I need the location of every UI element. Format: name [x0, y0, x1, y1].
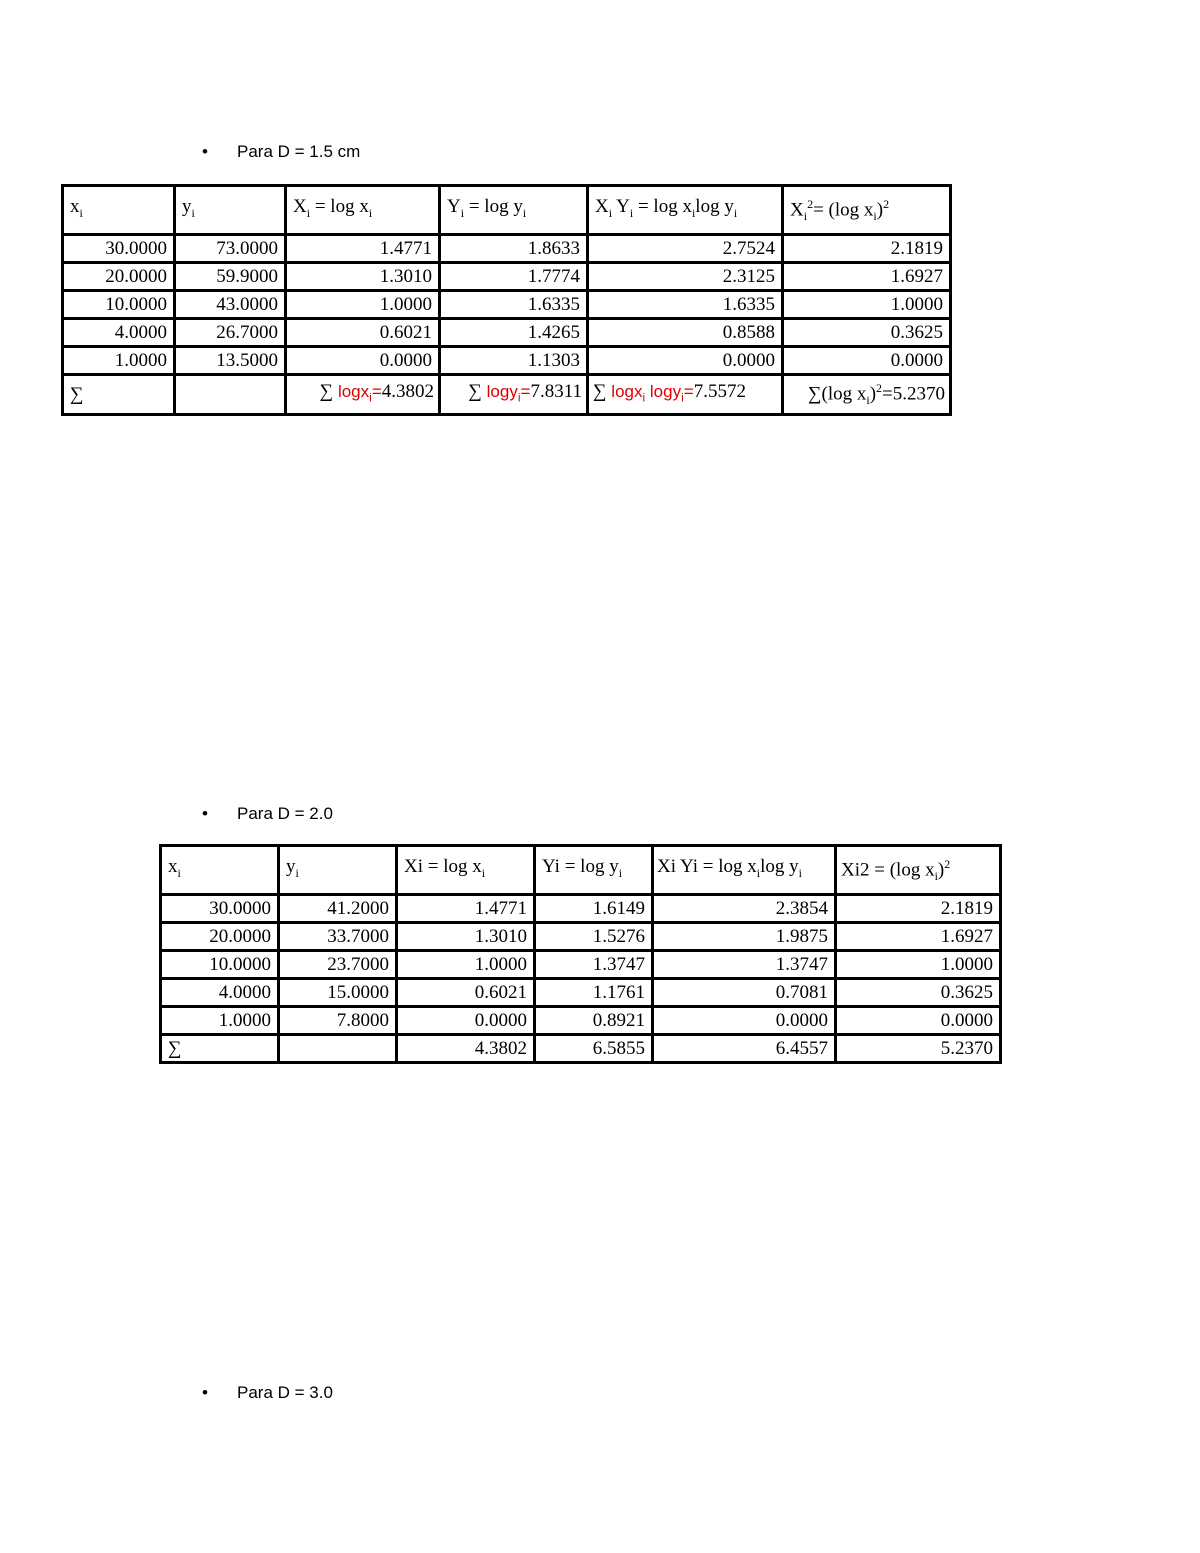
cell: 2.3125 — [588, 263, 783, 291]
cell: 0.8921 — [535, 1007, 653, 1035]
table-row — [161, 951, 1001, 979]
table-row — [161, 895, 1001, 923]
sum-log-x: 4.3802 — [397, 1035, 535, 1063]
cell: 7.8000 — [279, 1007, 397, 1035]
header-xi: $x_i$ — [63, 186, 175, 235]
table-row — [63, 291, 951, 319]
cell: 41.2000 — [279, 895, 397, 923]
bullet-icon: • — [202, 804, 208, 823]
cell: 2.1819 — [836, 895, 1001, 923]
cell: 1.6927 — [783, 263, 951, 291]
sum-log-y: ∑ logy$_i$=7.8311 — [440, 375, 588, 415]
table-header-row — [161, 846, 1001, 895]
sum-empty-cell — [175, 375, 286, 415]
cell: 1.6927 — [836, 923, 1001, 951]
cell: 0.0000 — [653, 1007, 836, 1035]
table-row — [161, 979, 1001, 1007]
cell: 73.0000 — [175, 235, 286, 263]
sum-log-y: 6.5855 — [535, 1035, 653, 1063]
cell: 30.0000 — [161, 895, 279, 923]
cell: 1.0000 — [397, 951, 535, 979]
sum-symbol: ∑ — [63, 375, 175, 415]
cell: 20.0000 — [161, 923, 279, 951]
cell: 0.3625 — [836, 979, 1001, 1007]
cell: 1.0000 — [161, 1007, 279, 1035]
cell: 4.0000 — [63, 319, 175, 347]
cell: 0.0000 — [286, 347, 440, 375]
sum-row — [161, 1035, 1001, 1063]
table-row — [63, 319, 951, 347]
header-log-y: $Y_i = \log y_i$ — [440, 186, 588, 235]
cell: 4.0000 — [161, 979, 279, 1007]
bullet-icon: • — [202, 142, 208, 161]
sum-empty-cell — [279, 1035, 397, 1063]
cell: 59.9000 — [175, 263, 286, 291]
cell: 1.3747 — [535, 951, 653, 979]
cell: 1.9875 — [653, 923, 836, 951]
sum-square: ∑(log $x_i)^2=5.2370$ — [783, 375, 951, 415]
cell: 1.3010 — [397, 923, 535, 951]
sum-square: 5.2370 — [836, 1035, 1001, 1063]
header-square: $X_i^2= (\log$ $x_i)^2$ — [783, 186, 951, 235]
cell: 1.7774 — [440, 263, 588, 291]
cell: 2.3854 — [653, 895, 836, 923]
header-log-x: $X_i = \log x_i$ — [286, 186, 440, 235]
cell: 1.4771 — [286, 235, 440, 263]
cell: 1.4265 — [440, 319, 588, 347]
cell: 26.7000 — [175, 319, 286, 347]
cell: 1.6335 — [588, 291, 783, 319]
header-log-x: $Xi = \log x_i$ — [397, 846, 535, 895]
table-row — [63, 347, 951, 375]
header-product: $X_i$ $Y_i = \log x_i\log$ $y_i$ — [588, 186, 783, 235]
cell: 0.6021 — [286, 319, 440, 347]
section-1-label: Para D = 1.5 cm — [237, 142, 361, 161]
table-row — [63, 235, 951, 263]
header-log-y: $Yi = \log y_i$ — [535, 846, 653, 895]
cell: 2.7524 — [588, 235, 783, 263]
cell: 10.0000 — [63, 291, 175, 319]
cell: 0.0000 — [836, 1007, 1001, 1035]
cell: 0.8588 — [588, 319, 783, 347]
table-d-2-0 — [159, 844, 1002, 1064]
cell: 1.4771 — [397, 895, 535, 923]
bullet-icon: • — [202, 1383, 208, 1402]
section-2-heading — [202, 804, 333, 824]
table-header-row — [63, 186, 951, 235]
header-product: Xi $Yi = \log x_i\log$ $y_i$ — [653, 846, 836, 895]
cell: 0.3625 — [783, 319, 951, 347]
cell: 1.5276 — [535, 923, 653, 951]
cell: 1.6335 — [440, 291, 588, 319]
cell: 1.0000 — [63, 347, 175, 375]
table-row — [161, 1007, 1001, 1035]
section-2-label: Para D = 2.0 — [237, 804, 333, 823]
section-1-heading — [202, 142, 361, 162]
cell: 1.8633 — [440, 235, 588, 263]
cell: 20.0000 — [63, 263, 175, 291]
cell: 1.3010 — [286, 263, 440, 291]
header-xi: $x_i$ — [161, 846, 279, 895]
section-3-label: Para D = 3.0 — [237, 1383, 333, 1402]
cell: 1.6149 — [535, 895, 653, 923]
table-row — [63, 263, 951, 291]
sum-symbol: ∑ — [161, 1035, 279, 1063]
cell: 10.0000 — [161, 951, 279, 979]
cell: 23.7000 — [279, 951, 397, 979]
cell: 1.0000 — [783, 291, 951, 319]
sum-product: 6.4557 — [653, 1035, 836, 1063]
cell: 0.0000 — [783, 347, 951, 375]
cell: 43.0000 — [175, 291, 286, 319]
cell: 30.0000 — [63, 235, 175, 263]
cell: 0.6021 — [397, 979, 535, 1007]
cell: 0.0000 — [397, 1007, 535, 1035]
cell: 1.0000 — [836, 951, 1001, 979]
cell: 1.1303 — [440, 347, 588, 375]
header-yi: $y_i$ — [279, 846, 397, 895]
header-yi: $y_i$ — [175, 186, 286, 235]
section-3-heading — [202, 1383, 333, 1403]
cell: 15.0000 — [279, 979, 397, 1007]
cell: 13.5000 — [175, 347, 286, 375]
table-row — [161, 923, 1001, 951]
cell: 1.3747 — [653, 951, 836, 979]
cell: 0.0000 — [588, 347, 783, 375]
sum-row — [63, 375, 951, 415]
sum-log-x: ∑ logx$_i$=4.3802 — [286, 375, 440, 415]
cell: 33.7000 — [279, 923, 397, 951]
header-square: Xi2 = (log $x_i)^2$ — [836, 846, 1001, 895]
cell: 0.7081 — [653, 979, 836, 1007]
cell: 2.1819 — [783, 235, 951, 263]
sum-product: ∑ logx$_i$ logy$_i$=7.5572 — [588, 375, 783, 415]
table-d-1-5 — [61, 184, 952, 416]
cell: 1.1761 — [535, 979, 653, 1007]
cell: 1.0000 — [286, 291, 440, 319]
